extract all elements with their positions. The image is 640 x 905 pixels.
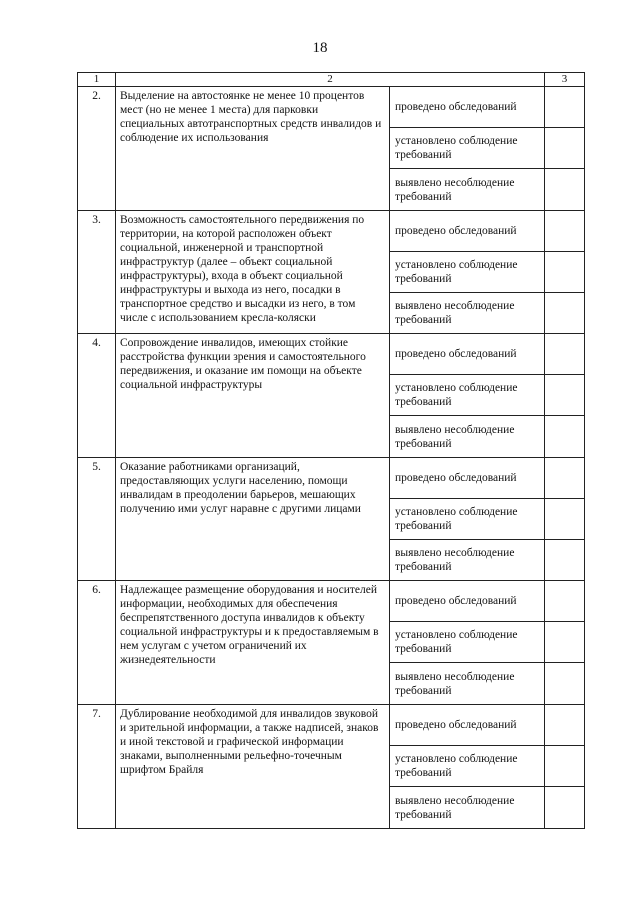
status-label-conducted: проведено обследований: [390, 581, 545, 622]
value-cell[interactable]: [545, 169, 585, 211]
status-label-conducted: проведено обследований: [390, 211, 545, 252]
value-cell[interactable]: [545, 663, 585, 705]
value-cell[interactable]: [545, 211, 585, 252]
status-label-compliance: установлено соблюдение требований: [390, 128, 545, 169]
status-label-noncompliance: выявлено несоблюдение требований: [390, 293, 545, 334]
value-cell[interactable]: [545, 87, 585, 128]
table-row: [78, 87, 585, 128]
status-label-conducted: проведено обследований: [390, 87, 545, 128]
requirement-description: Сопровождение инвалидов, имеющих стойкие расстройства функции зрения и самостоятельного передвижения, и оказание им помощи на объекте социальной инфраструктуры: [116, 334, 390, 458]
status-label-noncompliance: выявлено несоблюдение требований: [390, 663, 545, 705]
requirement-description: Надлежащее размещение оборудования и носителей информации, необходимых для обеспечения беспрепятственного доступа инвалидов к объекту социальной инфраструктуры и к предоставляемым в нем услугам с учетом ограничений их жизнедеятельности: [116, 581, 390, 705]
status-label-noncompliance: выявлено несоблюдение требований: [390, 416, 545, 458]
status-label-compliance: установлено соблюдение требований: [390, 375, 545, 416]
value-cell[interactable]: [545, 622, 585, 663]
status-label-noncompliance: выявлено несоблюдение требований: [390, 540, 545, 581]
table-row: [78, 211, 585, 252]
value-cell[interactable]: [545, 499, 585, 540]
row-number: 4.: [78, 334, 116, 458]
status-label-compliance: установлено соблюдение требований: [390, 252, 545, 293]
value-cell[interactable]: [545, 416, 585, 458]
value-cell[interactable]: [545, 540, 585, 581]
table-row: [78, 334, 585, 375]
status-label-conducted: проведено обследований: [390, 458, 545, 499]
row-number: 7.: [78, 705, 116, 829]
value-cell[interactable]: [545, 375, 585, 416]
table-row: [78, 458, 585, 499]
status-label-compliance: установлено соблюдение требований: [390, 746, 545, 787]
value-cell[interactable]: [545, 705, 585, 746]
row-number: 6.: [78, 581, 116, 705]
status-label-compliance: установлено соблюдение требований: [390, 499, 545, 540]
status-label-noncompliance: выявлено несоблюдение требований: [390, 169, 545, 211]
value-cell[interactable]: [545, 787, 585, 829]
status-label-conducted: проведено обследований: [390, 334, 545, 375]
requirement-description: Дублирование необходимой для инвалидов звуковой и зрительной информации, а также надписей, знаков и иной текстовой и графической информации знаками, выполненными рельефно-точечным шрифтом Брайля: [116, 705, 390, 829]
requirement-description: Оказание работниками организаций, предоставляющих услуги населению, помощи инвалидам в преодолении барьеров, мешающих получению ими услуг наравне с другими лицами: [116, 458, 390, 581]
value-cell[interactable]: [545, 746, 585, 787]
row-number: 2.: [78, 87, 116, 211]
status-label-compliance: установлено соблюдение требований: [390, 622, 545, 663]
requirement-description: Выделение на автостоянке не менее 10 процентов мест (но не менее 1 места) для парковки специальных автотранспортных средств инвалидов и соблюдение их использования: [116, 87, 390, 211]
table-row: [78, 581, 585, 622]
status-label-conducted: проведено обследований: [390, 705, 545, 746]
value-cell[interactable]: [545, 293, 585, 334]
table-header-row: [78, 73, 585, 87]
table-row: [78, 705, 585, 746]
value-cell[interactable]: [545, 334, 585, 375]
page-number: 18: [312, 40, 328, 56]
value-cell[interactable]: [545, 128, 585, 169]
row-number: 5.: [78, 458, 116, 581]
value-cell[interactable]: [545, 458, 585, 499]
row-number: 3.: [78, 211, 116, 334]
header-col-3: 3: [545, 73, 585, 87]
requirement-description: Возможность самостоятельного передвижения по территории, на которой расположен объект социальной, инженерной и транспортной инфраструктур (далее – объект социальной инфраструктуры), входа в объект социальной инфраструктуры и выхода из него, посадки в транспортное средство и высадки из него, в том числе с использованием кресла-коляски: [116, 211, 390, 334]
value-cell[interactable]: [545, 581, 585, 622]
header-col-2: 2: [116, 73, 545, 87]
status-label-noncompliance: выявлено несоблюдение требований: [390, 787, 545, 829]
header-col-1: 1: [78, 73, 116, 87]
inspection-table: [77, 72, 585, 829]
value-cell[interactable]: [545, 252, 585, 293]
